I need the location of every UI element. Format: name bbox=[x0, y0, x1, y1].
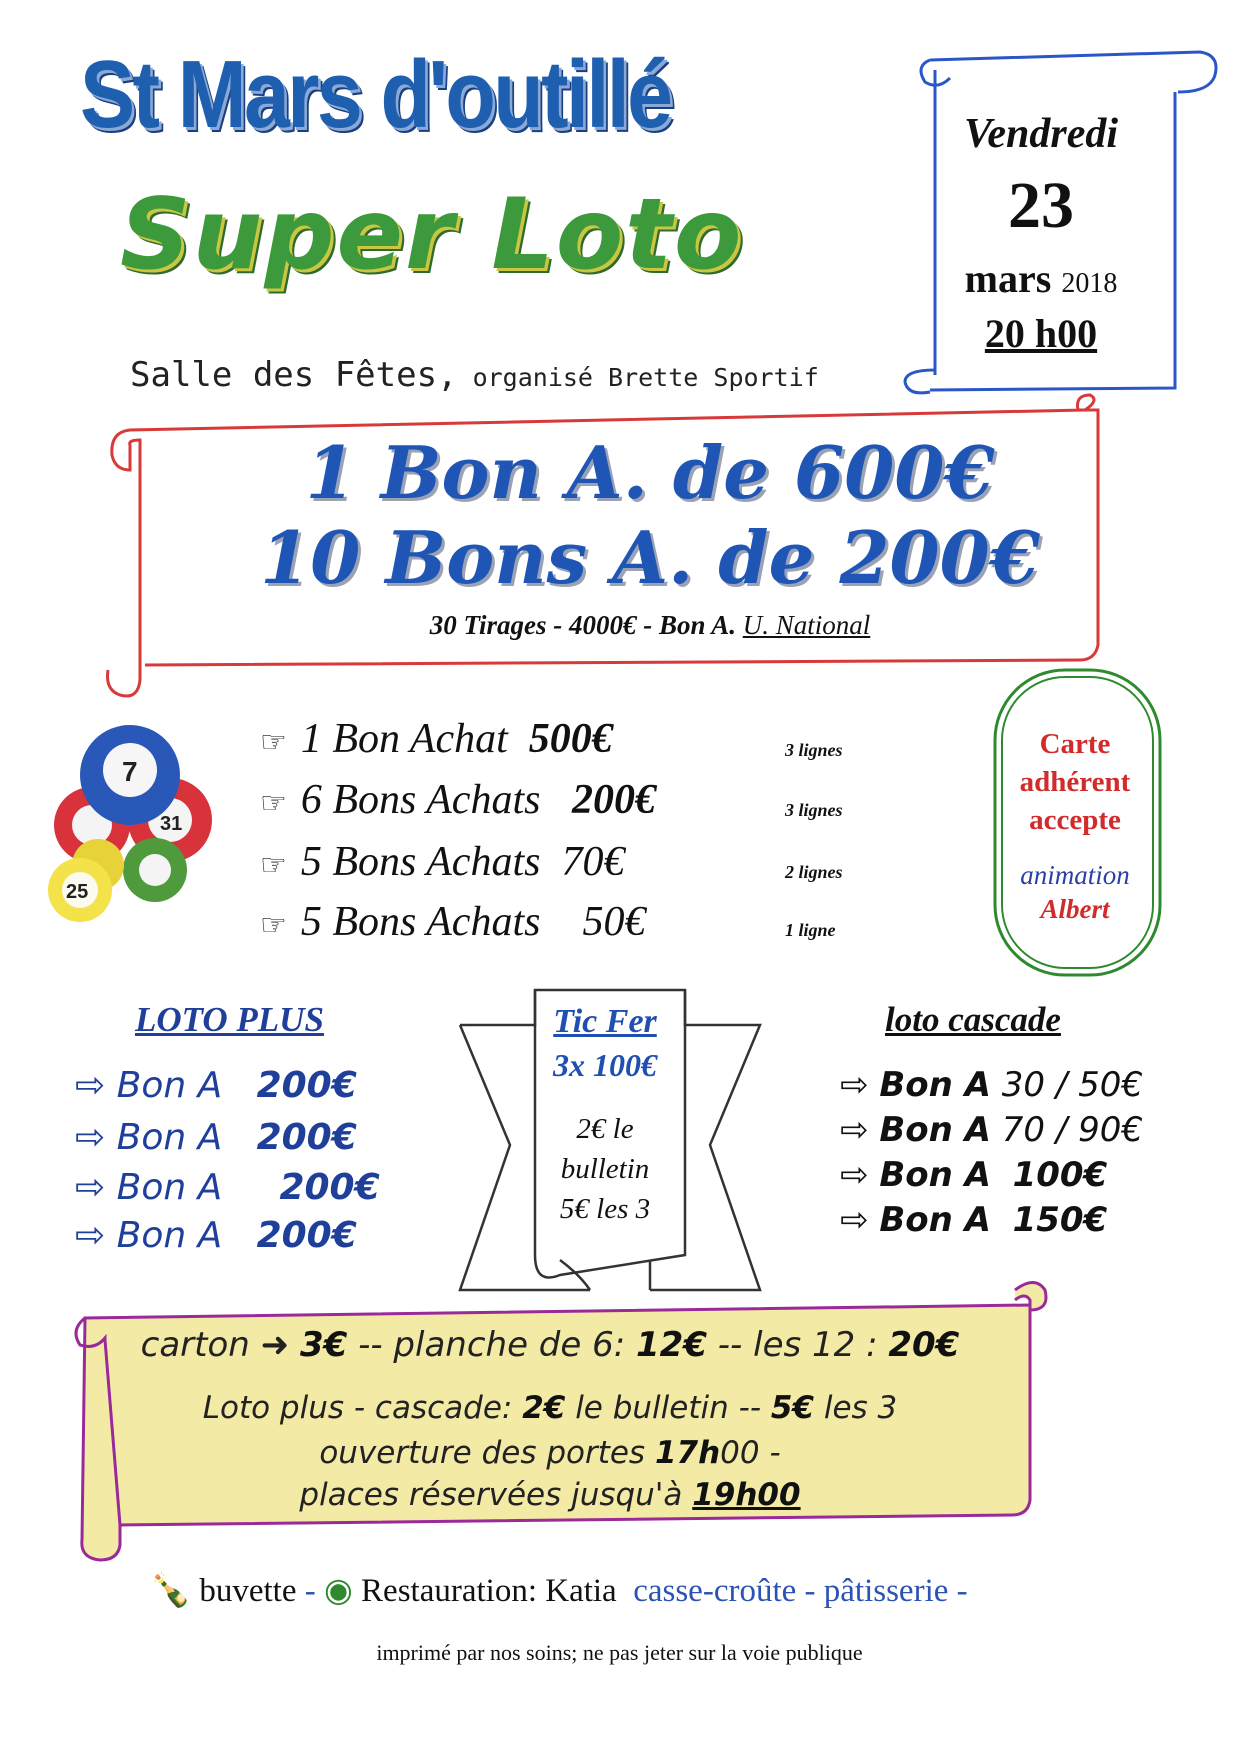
pricing-text: 00 - bbox=[720, 1435, 781, 1471]
tic-fer-price3: 5€ les 3 bbox=[559, 1193, 651, 1225]
tirages-line bbox=[150, 610, 1150, 641]
pointing-hand-icon: ☞ bbox=[260, 909, 287, 942]
prize-row bbox=[260, 898, 645, 946]
loto-plus-row bbox=[75, 1167, 380, 1208]
page-subtitle: Super Loto bbox=[120, 178, 744, 292]
separator-dash: - bbox=[304, 1573, 316, 1609]
svg-text:7: 7 bbox=[122, 756, 138, 787]
prize-row bbox=[260, 715, 613, 763]
loto-cascade-value: 30 / 50€ bbox=[1001, 1065, 1143, 1105]
page-title: St Mars d'outillé bbox=[80, 41, 671, 148]
loto-plus-value: 200€ bbox=[256, 1065, 357, 1106]
date-day-name: Vendredi bbox=[963, 111, 1118, 157]
pricing-line3 bbox=[110, 1435, 990, 1471]
prize-label: 6 Bons Achats bbox=[300, 777, 541, 823]
prize-lines: 2 lignes bbox=[785, 862, 843, 882]
animation-name: Albert bbox=[1040, 894, 1110, 924]
date-month: mars bbox=[964, 256, 1052, 301]
prize-lines: 3 lignes bbox=[785, 800, 843, 820]
loto-plus-label: Bon A bbox=[116, 1167, 223, 1208]
loto-cascade-row bbox=[840, 1065, 1143, 1105]
loto-cascade-value: 150€ bbox=[1012, 1200, 1108, 1240]
loto-plus-title: LOTO PLUS bbox=[135, 1000, 324, 1039]
svg-text:25: 25 bbox=[66, 881, 89, 903]
prize-amount: 200€ bbox=[571, 777, 656, 823]
arrow-right-icon: ⇨ bbox=[75, 1065, 106, 1106]
pointing-hand-icon: ☞ bbox=[260, 787, 287, 820]
loto-cascade-title: loto cascade bbox=[885, 1000, 1061, 1039]
tirages-text: 30 Tirages - 4000€ - Bon A. bbox=[429, 610, 743, 640]
pricing-text: -- planche de 6: bbox=[347, 1325, 636, 1365]
svg-text:31: 31 bbox=[160, 813, 183, 835]
loto-plus-row bbox=[75, 1065, 357, 1106]
prize-lines: 3 lignes bbox=[785, 740, 843, 760]
pointing-hand-icon: ☞ bbox=[260, 849, 287, 882]
side-box-animation bbox=[995, 858, 1155, 926]
main-prize-line2: 10 Bons A. de 200€ bbox=[260, 515, 1040, 600]
prize-label: 5 Bons Achats bbox=[300, 839, 541, 885]
loto-cascade-label: Bon A bbox=[879, 1200, 991, 1240]
pricing-line1 bbox=[110, 1325, 990, 1365]
prize-lines: 1 ligne bbox=[785, 920, 836, 940]
loto-cascade-row bbox=[840, 1200, 1107, 1240]
arrow-right-icon: ⇨ bbox=[75, 1167, 106, 1208]
side-box-line: adhérent bbox=[1019, 766, 1131, 798]
arrow-right-icon: ⇨ bbox=[840, 1155, 869, 1195]
loto-plus-value: 200€ bbox=[256, 1117, 357, 1158]
pricing-text: Loto plus - cascade: bbox=[202, 1390, 523, 1426]
loto-plus-label: Bon A bbox=[116, 1065, 223, 1106]
restauration-label: Restauration: Katia bbox=[361, 1573, 617, 1609]
date-month-year bbox=[930, 255, 1152, 302]
pricing-value: 19h00 bbox=[692, 1477, 801, 1513]
pricing-value: 2€ bbox=[522, 1390, 566, 1426]
venue-organiser: organisé Brette Sportif bbox=[457, 363, 819, 392]
loto-cascade-value: 70 / 90€ bbox=[1001, 1110, 1143, 1150]
pricing-value: 3€ bbox=[299, 1325, 348, 1365]
bottle-icon: 🍾 bbox=[150, 1573, 192, 1609]
date-day: 23 bbox=[1008, 169, 1074, 242]
date-year: 2018 bbox=[1061, 268, 1118, 299]
prize-amount: 70€ bbox=[561, 839, 625, 885]
pricing-value: 5€ bbox=[770, 1390, 814, 1426]
lotto-balls-image bbox=[48, 725, 212, 922]
buvette-label: buvette bbox=[199, 1573, 297, 1609]
prize-label: 5 Bons Achats bbox=[300, 899, 541, 945]
loto-plus-label: Bon A bbox=[116, 1117, 223, 1158]
footer-printed-note: imprimé par nos soins; ne pas jeter sur la voie publique bbox=[376, 1640, 863, 1665]
arrow-right-icon: ⇨ bbox=[75, 1117, 106, 1158]
pricing-line2 bbox=[110, 1390, 990, 1426]
snacks-label: casse-croûte - pâtisserie - bbox=[633, 1573, 968, 1609]
pricing-text: -- les 12 : bbox=[706, 1325, 889, 1365]
tic-fer-title: Tic Fer bbox=[553, 1003, 657, 1040]
prize-label: 1 Bon Achat bbox=[300, 716, 508, 762]
loto-plus-label: Bon A bbox=[116, 1215, 223, 1256]
footer-services bbox=[150, 1570, 968, 1610]
pricing-value: 20€ bbox=[888, 1325, 960, 1365]
arrow-right-icon: ⇨ bbox=[840, 1065, 869, 1105]
pricing-text: le bulletin -- bbox=[565, 1390, 771, 1426]
main-prize-line1: 1 Bon A. de 600€ bbox=[305, 430, 995, 515]
tic-fer-price1: 2€ le bbox=[576, 1113, 634, 1145]
arrow-right-icon: ⇨ bbox=[840, 1200, 869, 1240]
pricing-value: 17h bbox=[654, 1435, 721, 1471]
loto-cascade-row bbox=[840, 1155, 1107, 1195]
pricing-text: places réservées jusqu'à bbox=[299, 1477, 693, 1513]
tic-fer-prize: 3x 100€ bbox=[553, 1047, 657, 1083]
loto-plus-value: 200€ bbox=[256, 1215, 357, 1256]
pricing-text: carton bbox=[140, 1325, 261, 1365]
prize-row bbox=[260, 838, 624, 886]
pricing-value: 12€ bbox=[636, 1325, 707, 1365]
arrow-right-icon: ⇨ bbox=[75, 1215, 106, 1256]
tirages-underlined: U. National bbox=[742, 610, 871, 640]
prize-row bbox=[260, 776, 656, 824]
side-box-line: accepte bbox=[1029, 804, 1121, 836]
loto-plus-value: 200€ bbox=[279, 1167, 380, 1208]
date-time: 20 h00 bbox=[984, 311, 1098, 356]
side-box-line: Carte bbox=[1039, 728, 1111, 760]
pointing-hand-icon: ☞ bbox=[260, 726, 287, 759]
pricing-text: les 3 bbox=[814, 1390, 898, 1426]
loto-cascade-row bbox=[840, 1110, 1143, 1150]
arrow-icon: ➜ bbox=[260, 1325, 300, 1365]
venue-line bbox=[130, 355, 819, 395]
loto-cascade-label: Bon A bbox=[879, 1110, 991, 1150]
plate-icon: ◉ bbox=[323, 1573, 353, 1609]
prize-amount: 500€ bbox=[528, 716, 613, 762]
venue-hall: Salle des Fêtes, bbox=[130, 355, 458, 395]
prize-amount: 50€ bbox=[582, 899, 646, 945]
animation-label: animation bbox=[1020, 860, 1130, 890]
loto-cascade-label: Bon A bbox=[879, 1065, 991, 1105]
pricing-text: ouverture des portes bbox=[319, 1435, 655, 1471]
loto-plus-row bbox=[75, 1117, 357, 1158]
loto-cascade-label: Bon A bbox=[879, 1155, 991, 1195]
pricing-line4 bbox=[110, 1477, 990, 1513]
loto-cascade-value: 100€ bbox=[1012, 1155, 1108, 1195]
arrow-right-icon: ⇨ bbox=[840, 1110, 869, 1150]
tic-fer-price2: bulletin bbox=[560, 1153, 650, 1185]
loto-plus-row bbox=[75, 1215, 357, 1256]
side-box-card bbox=[995, 725, 1155, 839]
